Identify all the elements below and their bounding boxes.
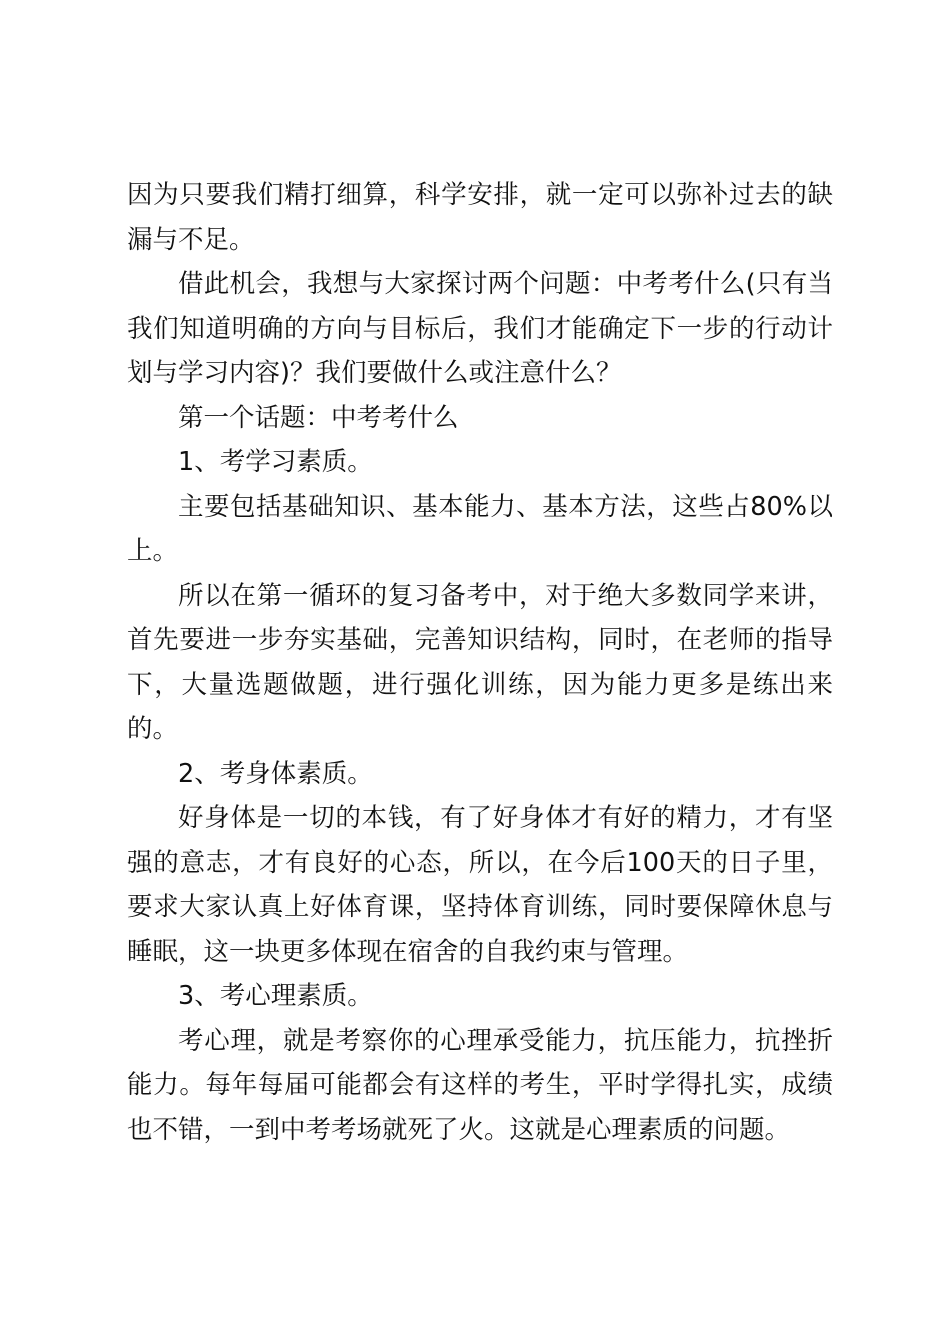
section-heading-topic-one: 第一个话题：中考考什么 [178,402,459,433]
paragraph-review-strategy: 所以在第一循环的复习备考中，对于绝大多数同学来讲，首先要进一步夯实基础，完善知识结构，同时，在老师的指导下，大量选题做题，进行强化训练，因为能力更多是练出来的。 [127,580,833,744]
subheading-physical-quality: 2、考身体素质。 [178,758,373,789]
subheading-psychological-quality: 3、考心理素质。 [178,981,373,1011]
paragraph-intro-questions: 借此机会，我想与大家探讨两个问题：中考考什么(只有当我们知道明确的方向与目标后，我们才能确定下一步的行动计划与学习内容)？我们要做什么或注意什么？ [127,269,833,388]
paragraph-physical-quality: 好身体是一切的本钱，有了好身体才有好的精力，才有坚强的意志，才有良好的心态，所以，在今后100天的日子里，要求大家认真上好体育课，坚持体育训练，同时要保障休息与睡眠，这一块更多体现在宿舍的自我约束与管理。 [127,803,833,967]
paragraph-learning-quality: 主要包括基础知识、基本能力、基本方法，这些占80%以上。 [127,491,833,566]
paragraph-psychological-quality: 考心理，就是考察你的心理承受能力，抗压能力，抗挫折能力。每年每届可能都会有这样的考生，平时学得扎实，成绩也不错，一到中考考场就死了火。这就是心理素质的问题。 [127,1025,833,1145]
subheading-learning-quality: 1、考学习素质。 [178,447,373,477]
paragraph-continuation: 因为只要我们精打细算，科学安排，就一定可以弥补过去的缺漏与不足。 [127,180,833,255]
document-body [127,173,833,1152]
